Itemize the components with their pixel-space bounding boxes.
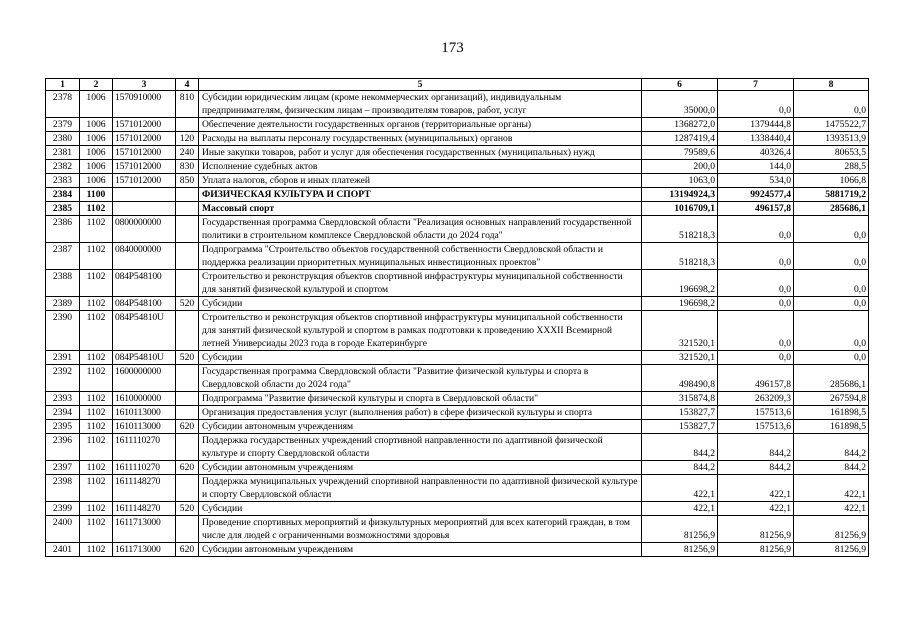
item-name: Субсидии автономным учреждениям [199,420,642,434]
expense-type-code: 830 [176,160,199,174]
expense-type-code [176,118,199,132]
section-code: 1102 [80,420,113,434]
amount-col8: 0,0 [794,270,869,297]
item-name: Поддержка муниципальных учреждений спортивной направленности по адаптивной физической культуре и спорту Свердловской области [199,475,642,502]
expense-type-code: 620 [176,420,199,434]
target-article-code: 1611713000 [113,516,176,543]
table-row [46,365,869,392]
row-number: 2398 [46,475,80,502]
amount-col6: 518218,3 [642,243,718,270]
expense-type-code [176,188,199,202]
item-name: Субсидии [199,297,642,311]
section-code: 1006 [80,91,113,118]
amount-col8: 81256,9 [794,543,869,557]
item-name: Организация предоставления услуг (выполнения работ) в сфере физической культуры и спорта [199,406,642,420]
expense-type-code [176,202,199,216]
amount-col6: 1016709,1 [642,202,718,216]
col-header: 3 [113,79,176,91]
row-number: 2388 [46,270,80,297]
amount-col6: 81256,9 [642,543,718,557]
item-name: Поддержка государственных учреждений спортивной направленности по адаптивной физической культуре и спорту Свердловской области [199,434,642,461]
expense-type-code [176,270,199,297]
row-number: 2391 [46,351,80,365]
amount-col7: 0,0 [718,216,794,243]
item-name: Строительство и реконструкция объектов спортивной инфраструктуры муниципальной собственности для занятий физической культурой и спортом в рамках подготовки к проведению XXXII Всемирной летней Универсиады 2023 года в городе Екатеринбурге [199,311,642,351]
amount-col7: 157513,6 [718,420,794,434]
section-code: 1006 [80,160,113,174]
target-article-code: 1571012000 [113,118,176,132]
row-number: 2378 [46,91,80,118]
amount-col7: 263209,3 [718,392,794,406]
item-name: Массовый спорт [199,202,642,216]
amount-col8: 844,2 [794,461,869,475]
row-number: 2387 [46,243,80,270]
amount-col7: 144,0 [718,160,794,174]
target-article-code: 084P548100 [113,270,176,297]
target-article-code: 084P54810U [113,311,176,351]
col-header: 6 [642,79,718,91]
expense-type-code: 520 [176,351,199,365]
table-row [46,516,869,543]
amount-col6: 200,0 [642,160,718,174]
table-row [46,406,869,420]
row-number: 2380 [46,132,80,146]
section-code: 1102 [80,434,113,461]
table-row [46,202,869,216]
row-number: 2400 [46,516,80,543]
item-name: Субсидии автономным учреждениям [199,461,642,475]
section-code: 1102 [80,243,113,270]
expense-type-code [176,365,199,392]
amount-col8: 80653,5 [794,146,869,160]
item-name: Исполнение судебных актов [199,160,642,174]
table-row [46,270,869,297]
amount-col8: 0,0 [794,297,869,311]
expense-type-code: 620 [176,543,199,557]
amount-col8: 285686,1 [794,365,869,392]
amount-col7: 496157,8 [718,202,794,216]
target-article-code: 1611110270 [113,434,176,461]
item-name: Субсидии автономным учреждениям [199,543,642,557]
amount-col8: 0,0 [794,91,869,118]
row-number: 2393 [46,392,80,406]
section-code: 1102 [80,543,113,557]
row-number: 2394 [46,406,80,420]
section-code: 1006 [80,132,113,146]
amount-col7: 1338440,4 [718,132,794,146]
expense-type-code: 120 [176,132,199,146]
table-row [46,351,869,365]
section-code: 1102 [80,502,113,516]
amount-col7: 157513,6 [718,406,794,420]
amount-col7: 0,0 [718,351,794,365]
table-row [46,160,869,174]
expense-type-code: 520 [176,297,199,311]
item-name: Государственная программа Свердловской области "Реализация основных направлений государственной политики в строительном комплексе Свердловской области до 2024 года" [199,216,642,243]
header-row [46,79,869,91]
amount-col8: 81256,9 [794,516,869,543]
row-number: 2397 [46,461,80,475]
row-number: 2399 [46,502,80,516]
expense-type-code [176,516,199,543]
item-name: Расходы на выплаты персоналу государственных (муниципальных) органов [199,132,642,146]
amount-col7: 1379444,8 [718,118,794,132]
amount-col7: 40326,4 [718,146,794,160]
target-article-code: 0800000000 [113,216,176,243]
expense-type-code: 810 [176,91,199,118]
target-article-code: 1571012000 [113,146,176,160]
target-article-code: 1610000000 [113,392,176,406]
budget-table [45,78,869,557]
section-code: 1102 [80,270,113,297]
amount-col7: 0,0 [718,297,794,311]
row-number: 2386 [46,216,80,243]
amount-col7: 0,0 [718,270,794,297]
row-number: 2385 [46,202,80,216]
section-code: 1102 [80,351,113,365]
target-article-code: 1571012000 [113,174,176,188]
amount-col8: 422,1 [794,475,869,502]
amount-col8: 161898,5 [794,406,869,420]
expense-type-code [176,434,199,461]
item-name: Обеспечение деятельности государственных органов (территориальные органы) [199,118,642,132]
amount-col8: 161898,5 [794,420,869,434]
target-article-code: 084P548100 [113,297,176,311]
item-name: Строительство и реконструкция объектов спортивной инфраструктуры муниципальной собственности для занятий физической культурой и спортом [199,270,642,297]
target-article-code: 1611148270 [113,502,176,516]
table-row [46,461,869,475]
amount-col6: 196698,2 [642,270,718,297]
col-header: 5 [199,79,642,91]
item-name: Уплата налогов, сборов и иных платежей [199,174,642,188]
target-article-code: 1611148270 [113,475,176,502]
amount-col7: 534,0 [718,174,794,188]
row-number: 2382 [46,160,80,174]
section-code: 1102 [80,406,113,420]
item-name: Субсидии [199,351,642,365]
amount-col7: 81256,9 [718,516,794,543]
expense-type-code [176,392,199,406]
amount-col6: 518218,3 [642,216,718,243]
amount-col6: 81256,9 [642,516,718,543]
table-row [46,188,869,202]
expense-type-code [176,406,199,420]
expense-type-code: 620 [176,461,199,475]
row-number: 2381 [46,146,80,160]
target-article-code: 1571012000 [113,132,176,146]
amount-col8: 288,5 [794,160,869,174]
target-article-code [113,188,176,202]
amount-col7: 496157,8 [718,365,794,392]
table-row [46,392,869,406]
item-name: Иные закупки товаров, работ и услуг для обеспечения государственных (муниципальных) нужд [199,146,642,160]
col-header: 1 [46,79,80,91]
table-row [46,420,869,434]
expense-type-code [176,311,199,351]
target-article-code: 1611110270 [113,461,176,475]
expense-type-code [176,475,199,502]
section-code: 1102 [80,475,113,502]
table-row [46,146,869,160]
page-number: 173 [441,40,464,56]
target-article-code: 1610113000 [113,406,176,420]
section-code: 1102 [80,365,113,392]
amount-col6: 498490,8 [642,365,718,392]
amount-col6: 13194924,3 [642,188,718,202]
table-row [46,297,869,311]
item-name: ФИЗИЧЕСКАЯ КУЛЬТУРА И СПОРТ [199,188,642,202]
amount-col7: 844,2 [718,434,794,461]
col-header: 7 [718,79,794,91]
amount-col7: 9924577,4 [718,188,794,202]
row-number: 2383 [46,174,80,188]
section-code: 1006 [80,174,113,188]
amount-col6: 35000,0 [642,91,718,118]
section-code: 1006 [80,118,113,132]
amount-col6: 196698,2 [642,297,718,311]
amount-col8: 5881719,2 [794,188,869,202]
amount-col8: 844,2 [794,434,869,461]
amount-col6: 422,1 [642,502,718,516]
amount-col6: 79589,6 [642,146,718,160]
item-name: Субсидии [199,502,642,516]
amount-col6: 321520,1 [642,311,718,351]
expense-type-code [176,216,199,243]
table-row [46,475,869,502]
table-row [46,502,869,516]
table-row [46,174,869,188]
table-row [46,243,869,270]
row-number: 2390 [46,311,80,351]
amount-col6: 315874,8 [642,392,718,406]
row-number: 2395 [46,420,80,434]
table-row [46,311,869,351]
col-header: 2 [80,79,113,91]
section-code: 1102 [80,461,113,475]
item-name: Подпрограмма "Строительство объектов государственной собственности Свердловской области и поддержка реализации приоритетных муниципальных инвестиционных проектов" [199,243,642,270]
target-article-code: 1570910000 [113,91,176,118]
item-name: Проведение спортивных мероприятий и физкультурных мероприятий для всех категорий граждан, в том числе для людей с ограниченными возможностями здоровья [199,516,642,543]
table-row [46,434,869,461]
amount-col7: 422,1 [718,502,794,516]
target-article-code: 1610113000 [113,420,176,434]
table-row [46,132,869,146]
row-number: 2384 [46,188,80,202]
section-code: 1006 [80,146,113,160]
expense-type-code: 850 [176,174,199,188]
item-name: Субсидии юридическим лицам (кроме некоммерческих организаций), индивидуальным предпринимателям, физическим лицам – производителям товаров, работ, услуг [199,91,642,118]
amount-col6: 1368272,0 [642,118,718,132]
target-article-code: 1571012000 [113,160,176,174]
amount-col6: 1063,0 [642,174,718,188]
expense-type-code [176,243,199,270]
amount-col6: 1287419,4 [642,132,718,146]
amount-col6: 844,2 [642,461,718,475]
row-number: 2379 [46,118,80,132]
section-code: 1102 [80,392,113,406]
amount-col6: 321520,1 [642,351,718,365]
table-row [46,543,869,557]
amount-col7: 0,0 [718,311,794,351]
row-number: 2392 [46,365,80,392]
amount-col7: 422,1 [718,475,794,502]
amount-col6: 422,1 [642,475,718,502]
expense-type-code: 520 [176,502,199,516]
amount-col8: 267594,8 [794,392,869,406]
target-article-code: 1600000000 [113,365,176,392]
amount-col8: 1475522,7 [794,118,869,132]
item-name: Государственная программа Свердловской области "Развитие физической культуры и спорта в Свердловской области до 2024 года" [199,365,642,392]
amount-col8: 1393513,9 [794,132,869,146]
section-code: 1102 [80,516,113,543]
item-name: Подпрограмма "Развитие физической культуры и спорта в Свердловской области" [199,392,642,406]
table-row [46,216,869,243]
row-number: 2389 [46,297,80,311]
amount-col6: 153827,7 [642,420,718,434]
amount-col7: 844,2 [718,461,794,475]
amount-col8: 422,1 [794,502,869,516]
target-article-code: 084P54810U [113,351,176,365]
col-header: 4 [176,79,199,91]
target-article-code [113,202,176,216]
amount-col8: 0,0 [794,311,869,351]
expense-type-code: 240 [176,146,199,160]
amount-col6: 844,2 [642,434,718,461]
amount-col6: 153827,7 [642,406,718,420]
amount-col8: 0,0 [794,243,869,270]
section-code: 1102 [80,216,113,243]
table-row [46,91,869,118]
amount-col8: 1066,8 [794,174,869,188]
target-article-code: 0840000000 [113,243,176,270]
row-number: 2401 [46,543,80,557]
amount-col7: 0,0 [718,243,794,270]
section-code: 1102 [80,297,113,311]
table-row [46,118,869,132]
amount-col8: 285686,1 [794,202,869,216]
target-article-code: 1611713000 [113,543,176,557]
amount-col8: 0,0 [794,351,869,365]
amount-col7: 0,0 [718,91,794,118]
row-number: 2396 [46,434,80,461]
amount-col8: 0,0 [794,216,869,243]
section-code: 1102 [80,202,113,216]
col-header: 8 [794,79,869,91]
section-code: 1102 [80,311,113,351]
section-code: 1100 [80,188,113,202]
amount-col7: 81256,9 [718,543,794,557]
